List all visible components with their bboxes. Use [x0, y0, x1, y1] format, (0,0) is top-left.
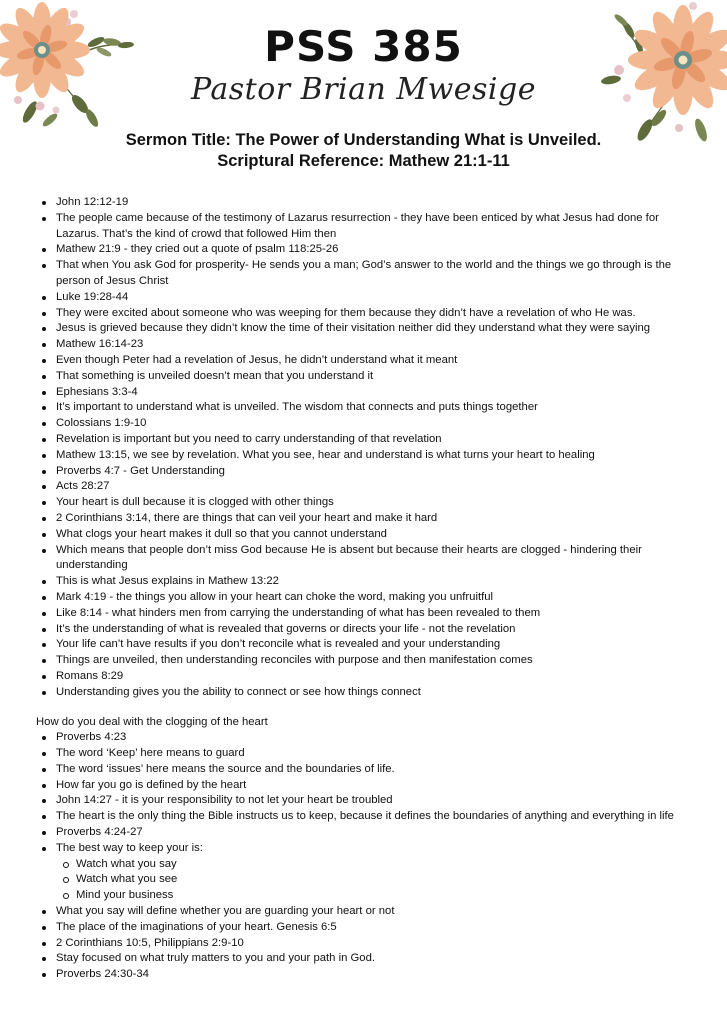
list-item: Romans 8:29: [56, 669, 727, 685]
list-item: Which means that people don’t miss God because He is absent but because their hearts are clogged - hindering their understanding: [56, 543, 727, 575]
list-item: Proverbs 4:23: [56, 730, 727, 746]
sermon-title: Sermon Title: The Power of Understanding What is Unveiled.: [125, 131, 602, 149]
list-item: That something is unveiled doesn’t mean that you understand it: [56, 369, 727, 385]
list-item: John 14:27 - it is your responsibility to not let your heart be troubled: [56, 793, 727, 809]
heart-list: [0, 730, 727, 983]
scripture-reference: Scriptural Reference: Mathew 21:1-11: [217, 152, 510, 170]
list-item-label: The best way to keep your is:: [56, 841, 203, 854]
list-item: 2 Corinthians 10:5, Philippians 2:9-10: [56, 936, 727, 952]
sub-list: [56, 857, 687, 904]
list-item: The heart is the only thing the Bible instructs us to keep, because it defines the boundaries of anything and everything in life: [56, 809, 727, 825]
sub-list-item: Watch what you say: [76, 857, 687, 873]
list-item: They were excited about someone who was weeping for them because they didn’t have a revelation of who He was.: [56, 306, 727, 322]
list-item: The word ‘issues’ here means the source and the boundaries of life.: [56, 762, 727, 778]
list-item: How far you go is defined by the heart: [56, 778, 727, 794]
section-heading: How do you deal with the clogging of the heart: [36, 715, 268, 728]
list-item: Revelation is important but you need to carry understanding of that revelation: [56, 432, 727, 448]
list-item: John 12:12-19: [56, 195, 727, 211]
list-item: Mark 4:19 - the things you allow in your heart can choke the word, making you unfruitful: [56, 590, 727, 606]
list-item: Jesus is grieved because they didn’t know the time of their visitation neither did they understand what they were saying: [56, 321, 727, 337]
list-item: Mathew 16:14-23: [56, 337, 727, 353]
list-item: [56, 841, 727, 904]
list-item: The word ‘Keep’ here means to guard: [56, 746, 727, 762]
list-item: Your heart is dull because it is clogged with other things: [56, 495, 727, 511]
list-item: Understanding gives you the ability to connect or see how things connect: [56, 685, 727, 701]
page-title: PSS 385: [264, 22, 463, 71]
list-item: Luke 19:28-44: [56, 290, 727, 306]
list-item: What clogs your heart makes it dull so that you cannot understand: [56, 527, 727, 543]
list-item: Ephesians 3:3-4: [56, 385, 727, 401]
notes-list: [0, 195, 727, 701]
list-item: Mathew 21:9 - they cried out a quote of psalm 118:25-26: [56, 242, 727, 258]
list-item: This is what Jesus explains in Mathew 13:22: [56, 574, 727, 590]
list-item: It’s the understanding of what is revealed that governs or directs your life - not the revelation: [56, 622, 727, 638]
list-item: It’s important to understand what is unveiled. The wisdom that connects and puts things together: [56, 400, 727, 416]
list-item: Proverbs 4:7 - Get Understanding: [56, 464, 727, 480]
list-item: The people came because of the testimony of Lazarus resurrection - they have been enticed by what Jesus had done for Lazarus. That’s the kind of crowd that followed Him then: [56, 211, 727, 243]
list-item: Proverbs 4:24-27: [56, 825, 727, 841]
pastor-signature: Pastor Brian Mwesige: [191, 72, 536, 107]
list-item: Proverbs 24:30-34: [56, 967, 727, 983]
list-item: What you say will define whether you are guarding your heart or not: [56, 904, 727, 920]
sermon-notes: [0, 195, 727, 983]
list-item: Like 8:14 - what hinders men from carrying the understanding of what has been revealed to them: [56, 606, 727, 622]
list-item: Mathew 13:15, we see by revelation. What you see, hear and understand is what turns your heart to healing: [56, 448, 727, 464]
list-item: Things are unveiled, then understanding reconciles with purpose and then manifestation comes: [56, 653, 727, 669]
list-item: Colossians 1:9-10: [56, 416, 727, 432]
list-item: Even though Peter had a revelation of Jesus, he didn’t understand what it meant: [56, 353, 727, 369]
list-item: 2 Corinthians 3:14, there are things that can veil your heart and make it hard: [56, 511, 727, 527]
sub-list-item: Mind your business: [76, 888, 687, 904]
list-item: Stay focused on what truly matters to you and your path in God.: [56, 951, 727, 967]
list-item: Acts 28:27: [56, 479, 727, 495]
list-item: Your life can’t have results if you don’t reconcile what is revealed and your understanding: [56, 637, 727, 653]
list-item: That when You ask God for prosperity- He sends you a man; God’s answer to the world and the things we go through is the person of Jesus Christ: [56, 258, 727, 290]
list-item: The place of the imaginations of your heart. Genesis 6:5: [56, 920, 727, 936]
sub-list-item: Watch what you see: [76, 872, 687, 888]
